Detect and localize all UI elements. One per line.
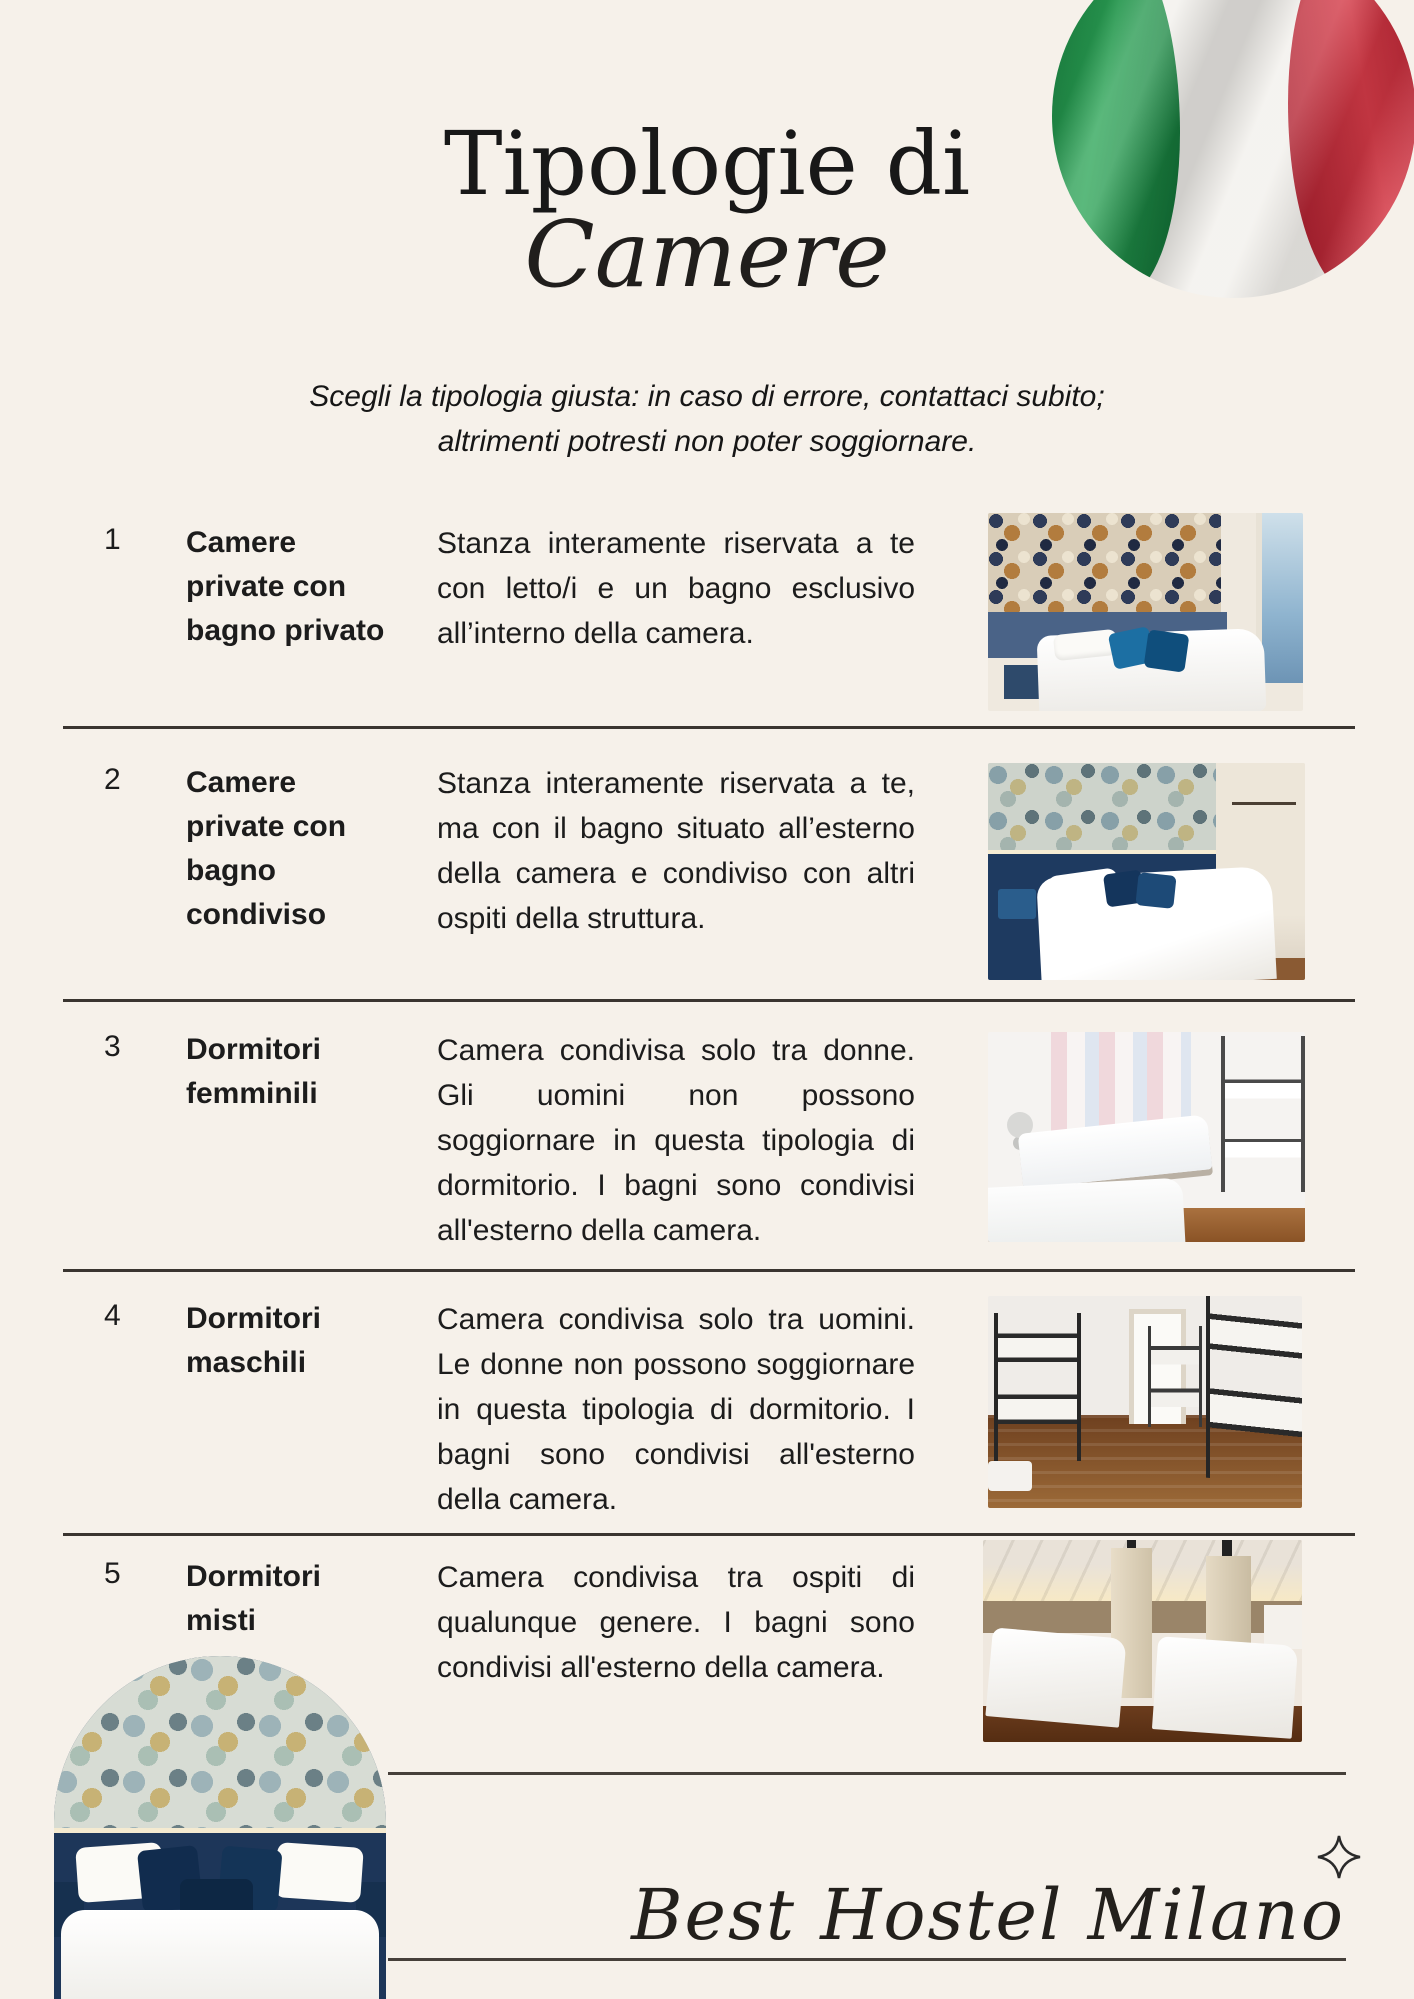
- tree-wallpaper: [988, 763, 1216, 854]
- bunk-bed: [994, 1313, 1081, 1461]
- single-bed: [986, 1627, 1127, 1727]
- nightstand: [998, 889, 1036, 919]
- geometric-wallpaper: [988, 513, 1221, 626]
- bunk-bed: [1206, 1296, 1302, 1488]
- room-photo-male-dorm: [988, 1296, 1302, 1508]
- page-title: Tipologie di: [443, 112, 971, 215]
- row-number: 5: [104, 1557, 121, 1590]
- room-photo-female-dorm: [988, 1032, 1305, 1242]
- room-photo-private-shared-bath: [988, 763, 1305, 980]
- bed: [61, 1910, 380, 1999]
- sparkle-icon: [1316, 1834, 1362, 1880]
- row-title: Dormitori femminili: [186, 1033, 321, 1110]
- blue-cushion: [1135, 872, 1176, 908]
- row-divider: [63, 726, 1355, 729]
- single-bed: [1017, 1115, 1212, 1189]
- single-bed: [1152, 1636, 1298, 1738]
- row-title: Camere private con bagno privato: [186, 526, 385, 647]
- page-title-script: Camere: [524, 201, 890, 308]
- tree-wallpaper: [54, 1656, 386, 1833]
- room-photo-mixed-dorm: [983, 1540, 1302, 1742]
- row-title: Camere private con bagno condiviso: [186, 766, 347, 931]
- single-bed: [988, 1178, 1186, 1242]
- row-title: Dormitori maschili: [186, 1302, 321, 1379]
- row-description: Stanza interamente riservata a te, ma con il bagno situato all’esterno della camera e condiviso con altri ospiti della struttura.: [437, 767, 915, 935]
- footer-rule-bottom: [388, 1958, 1346, 1961]
- mattress: [988, 1461, 1032, 1491]
- row-divider: [63, 1269, 1355, 1272]
- row-description: Stanza interamente riservata a te con letto/i e un bagno esclusivo all’interno della camera.: [437, 527, 915, 650]
- room-photo-private-ensuite: [988, 513, 1303, 711]
- footer-rule-top: [388, 1772, 1346, 1775]
- row-number: 2: [104, 763, 121, 796]
- single-bed: [1264, 1605, 1302, 1649]
- row-title: Dormitori misti: [186, 1560, 321, 1637]
- row-description: Camera condivisa tra ospiti di qualunque genere. I bagni sono condivisi all'esterno della camera.: [437, 1561, 915, 1684]
- bunk-bed: [1148, 1326, 1201, 1428]
- arch-photo: [54, 1656, 386, 1999]
- row-divider: [63, 1533, 1355, 1536]
- pillow: [275, 1842, 365, 1903]
- row-number: 4: [104, 1299, 121, 1332]
- blue-cushion: [1143, 629, 1189, 672]
- page-subtitle: Scegli la tipologia giusta: in caso di errore, contattaci subito; altrimenti potresti non poter soggiornare.: [309, 380, 1105, 458]
- bunk-bed: [1221, 1036, 1305, 1191]
- row-number: 1: [104, 523, 121, 556]
- row-description: Camera condivisa solo tra donne. Gli uomini non possono soggiornare in questa tipologia di dormitorio. I bagni sono condivisi all'esterno della camera.: [437, 1034, 915, 1247]
- row-divider: [63, 999, 1355, 1002]
- brand-signature: Best Hostel Milano: [631, 1874, 1345, 1956]
- row-description: Camera condivisa solo tra uomini. Le donne non possono soggiornare in questa tipologia di dormitorio. I bagni sono condivisi all'esterno della camera.: [437, 1303, 915, 1516]
- coat-rack: [1232, 802, 1295, 805]
- row-number: 3: [104, 1030, 121, 1063]
